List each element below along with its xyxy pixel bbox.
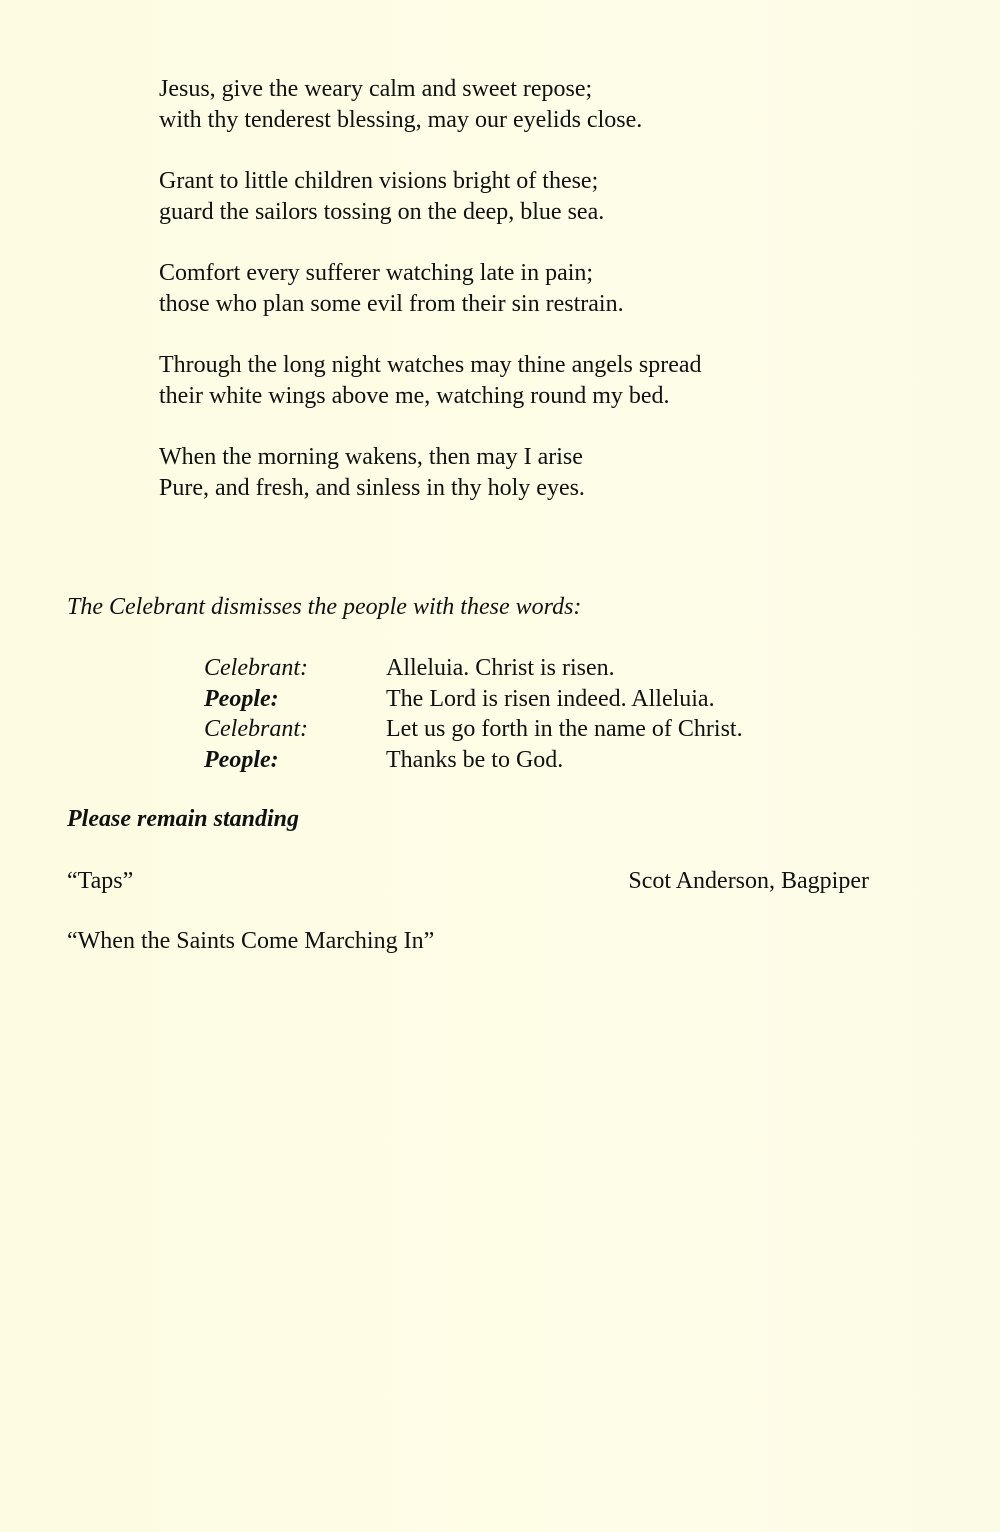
hymn-line: Grant to little children visions bright of these;	[159, 168, 599, 194]
dialogue-row	[204, 653, 824, 684]
hymn-line: Pure, and fresh, and sinless in thy holy eyes.	[159, 475, 585, 501]
hymn-line: Comfort every sufferer watching late in pain;	[159, 260, 594, 286]
response-text: Alleluia. Christ is risen.	[386, 655, 615, 681]
music-item	[67, 866, 869, 897]
dialogue-row	[204, 684, 824, 715]
hymn-stanza	[159, 442, 879, 504]
hymn-stanza	[159, 258, 879, 320]
hymn-line: guard the sailors tossing on the deep, blue sea.	[159, 199, 605, 225]
speaker-label: Celebrant:	[204, 716, 308, 742]
response-text: Thanks be to God.	[386, 746, 564, 773]
hymn-line: those who plan some evil from their sin restrain.	[159, 291, 624, 317]
response-text: Let us go forth in the name of Christ.	[386, 716, 743, 742]
hymn-stanza	[159, 166, 879, 228]
dialogue-row	[204, 745, 824, 776]
hymn-line: their white wings above me, watching round my bed.	[159, 383, 670, 409]
hymn-line: When the morning wakens, then may I arise	[159, 444, 583, 470]
hymn-stanza	[159, 350, 879, 412]
speaker-label: People:	[204, 746, 279, 773]
standing-instruction: Please remain standing	[67, 806, 300, 832]
speaker-label: Celebrant:	[204, 655, 308, 681]
music-title: “Taps”	[67, 868, 134, 894]
music-item	[67, 926, 869, 957]
hymn-text	[159, 74, 879, 534]
music-title: “When the Saints Come Marching In”	[67, 928, 435, 954]
dismissal-rubric: The Celebrant dismisses the people with these words:	[67, 594, 582, 620]
hymn-line: with thy tenderest blessing, may our eyelids close.	[159, 107, 643, 133]
dismissal-dialogue	[204, 653, 824, 775]
speaker-label: People:	[204, 685, 279, 712]
hymn-line: Through the long night watches may thine angels spread	[159, 352, 702, 378]
hymn-line: Jesus, give the weary calm and sweet repose;	[159, 76, 593, 102]
response-text: The Lord is risen indeed. Alleluia.	[386, 685, 715, 712]
hymn-stanza	[159, 74, 879, 136]
dialogue-row	[204, 714, 824, 745]
music-performer: Scot Anderson, Bagpiper	[628, 868, 869, 894]
